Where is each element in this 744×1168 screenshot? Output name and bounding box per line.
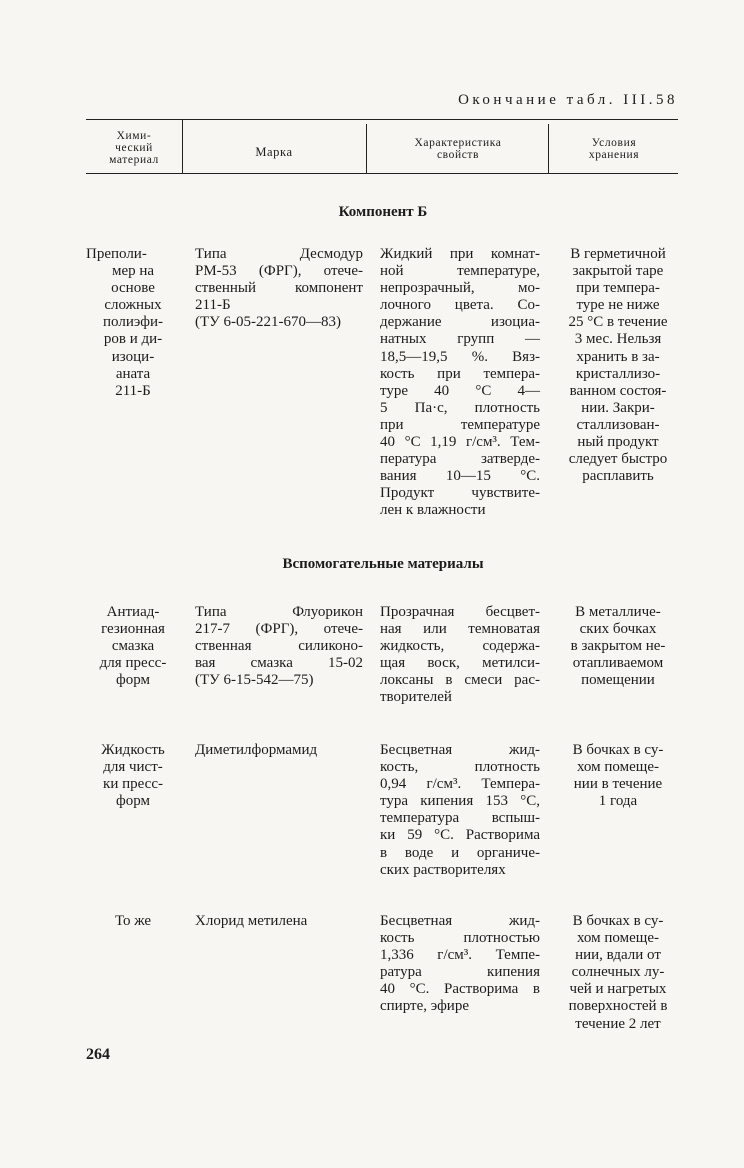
row2-material: Антиад- гезионная смазка для пресс- форм — [99, 604, 167, 689]
row2-brand: Типа Флуорикон 217-7 (ФРГ), отече- ственная силиконо- вая смазка 15-02 (ТУ 6-15-542—75) — [195, 604, 363, 689]
row1-brand: Типа Десмодур РМ-53 (ФРГ), отече- ственный компонент 211-Б (ТУ 6-05-221-670—83) — [195, 246, 363, 331]
header-divider-1 — [182, 120, 183, 173]
row2-storage: В металличе- ских бочках в закрытом не- отапливаемом помещении — [570, 604, 666, 689]
table-caption: Окончание табл. III.58 — [458, 92, 678, 108]
page-number: 264 — [86, 1046, 110, 1063]
header-divider-3 — [548, 124, 549, 173]
header-divider-2 — [366, 124, 367, 173]
header-bottom-rule — [86, 173, 678, 174]
header-material: Хими- ческий материал — [109, 130, 159, 166]
row3-material: Жидкость для чист- ки пресс- форм — [101, 742, 165, 810]
header-brand: Марка — [255, 145, 293, 159]
row4-material: То же — [114, 913, 152, 929]
row4-storage: В бочках в су- хом помеще- нии, вдали от солнечных лу- чей и нагретых поверхностей в течение 2 лет — [568, 913, 668, 1032]
section-title-component-b: Компонент Б — [338, 204, 428, 220]
row2-properties: Прозрачная бесцвет- ная или темноватая жидкость, содержа- щая воск, метилси- локсаны в смеси рас- творителей — [380, 604, 540, 706]
header-properties: Характеристика свойств — [414, 137, 502, 161]
header-top-rule — [86, 119, 678, 120]
row1-properties: Жидкий при комнат- ной температуре, непрозрачный, мо- лочного цвета. Со- держание изоциа- натных групп — 18,5—19,5 %. Вяз- кость при темпера- туре 40 °С 4— 5 Па·с, плотность при температуре 40 °С 1,19 г/см³. Тем- пература затверде- вания 10—15 °С. Продукт чувствите- лен к влажности — [380, 246, 540, 519]
section-title-auxiliary: Вспомогательные материалы — [282, 556, 484, 572]
row3-storage: В бочках в су- хом помеще- нии в течение 1 года — [572, 742, 664, 810]
row3-properties: Бесцветная жид- кость, плотность 0,94 г/см³. Темпера- тура кипения 153 °С, температура вспыш- ки 59 °С. Растворима в воде и органиче- ских растворителях — [380, 742, 540, 878]
row3-brand: Диметилформамид — [195, 742, 318, 758]
header-storage: Условия хранения — [588, 137, 640, 161]
row1-material: Преполи- мер на основе сложных полиэфи- ров и ди- изоци- аната 211-Б — [86, 246, 163, 399]
row1-storage: В герметичной закрытой таре при темпера- туре не ниже 25 °С в течение 3 мес. Нельзя хранить в за- кристаллизо- ванном состоя- нии. Закри- сталлизован- ный продукт следует быстро расплавить — [568, 246, 668, 485]
row4-properties: Бесцветная жид- кость плотностью 1,336 г/см³. Темпе- ратура кипения 40 °С. Растворима в спирте, эфире — [380, 913, 540, 1015]
row4-brand: Хлорид метилена — [195, 913, 308, 929]
